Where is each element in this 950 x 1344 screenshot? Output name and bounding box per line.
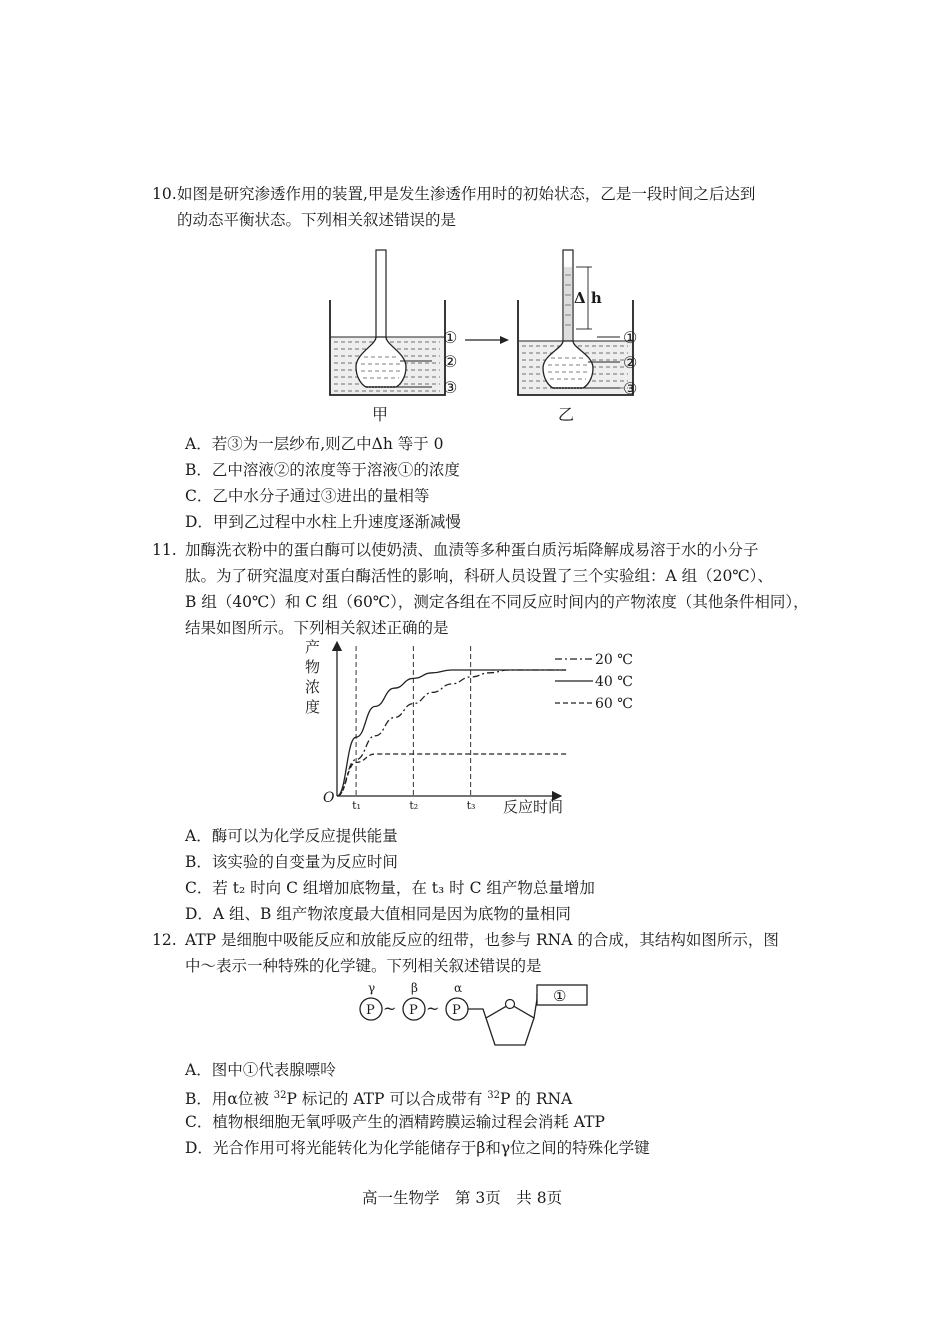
question-12-option-b: B．用α位被 $^{32}$P 标记的 ATP 可以合成带有 $^{32}$P 的 RNA bbox=[185, 1090, 573, 1109]
label-jia: 甲 bbox=[372, 405, 389, 424]
question-10-option-c: C．乙中水分子通过③进出的量相等 bbox=[185, 487, 430, 505]
ring-oxygen bbox=[506, 1000, 515, 1009]
label-yi: 乙 bbox=[558, 405, 575, 424]
y-axis-label-char: 产 bbox=[305, 638, 321, 656]
arrow-head-icon bbox=[500, 336, 509, 344]
delta-h-label: Δ h bbox=[574, 289, 602, 307]
question-11-stem-line1: 加酶洗衣粉中的蛋白酶可以使奶渍、血渍等多种蛋白质污垢降解成易溶于水的小分子 bbox=[185, 541, 759, 559]
product-concentration-chart bbox=[305, 638, 650, 818]
mark-3-left: ③ bbox=[443, 378, 458, 397]
series-line bbox=[337, 670, 566, 796]
question-11-stem-line3: B 组（40℃）和 C 组（60℃），测定各组在不同反应时间内的产物浓度（其他条件相同）， bbox=[185, 593, 809, 611]
alpha-label: α bbox=[454, 981, 463, 995]
atp-structure-figure bbox=[355, 978, 595, 1053]
origin-label: O bbox=[323, 790, 335, 806]
question-10-number: 10. bbox=[152, 185, 177, 203]
question-12-option-d: D．光合作用可将光能转化为化学能储存于β和γ位之间的特殊化学键 bbox=[185, 1139, 650, 1157]
ribose-pentagon bbox=[486, 1004, 534, 1045]
osmosis-figure bbox=[320, 245, 660, 425]
bond-1: ~ bbox=[383, 999, 397, 1018]
series-line bbox=[337, 754, 566, 796]
phosphate-alpha-label: P bbox=[452, 1003, 461, 1018]
question-11-number: 11. bbox=[152, 541, 177, 559]
question-10-stem-line1: 如图是研究渗透作用的装置,甲是发生渗透作用时的初始状态，乙是一段时间之后达到 bbox=[177, 185, 756, 203]
mark-2-left: ② bbox=[443, 352, 458, 371]
x-axis-label: 反应时间 bbox=[503, 798, 564, 816]
question-11-option-a: A．酶可以为化学反应提供能量 bbox=[185, 827, 398, 845]
question-11-option-d: D．A 组、B 组产物浓度最大值相同是因为底物的量相同 bbox=[185, 905, 571, 923]
legend-label: 20 ℃ bbox=[595, 652, 633, 668]
legend-label: 40 ℃ bbox=[595, 674, 633, 690]
mark-1-right: ① bbox=[623, 328, 638, 347]
question-12-option-a: A．图中①代表腺嘌呤 bbox=[185, 1061, 336, 1079]
beaker-jia bbox=[330, 250, 445, 395]
x-tick-label: t₁ bbox=[352, 799, 361, 812]
question-10-stem-line2: 的动态平衡状态。下列相关叙述错误的是 bbox=[177, 211, 457, 229]
x-tick-label: t₂ bbox=[409, 799, 419, 812]
x-tick-label: t₃ bbox=[466, 799, 476, 812]
phosphate-gamma-label: P bbox=[366, 1003, 375, 1018]
question-10-option-a: A．若③为一层纱布,则乙中Δh 等于 0 bbox=[185, 435, 444, 453]
beta-label: β bbox=[411, 981, 418, 995]
question-12-number: 12. bbox=[152, 931, 177, 949]
beaker-yi bbox=[518, 250, 633, 395]
y-axis-label-char: 物 bbox=[305, 658, 321, 676]
question-10-option-b: B．乙中溶液②的浓度等于溶液①的浓度 bbox=[185, 461, 460, 479]
bond-2: ~ bbox=[426, 999, 440, 1018]
question-11-option-b: B．该实验的自变量为反应时间 bbox=[185, 853, 398, 871]
question-10-option-d: D．甲到乙过程中水柱上升速度逐渐减慢 bbox=[185, 513, 461, 531]
question-12-option-c: C．植物根细胞无氧呼吸产生的酒精跨膜运输过程会消耗 ATP bbox=[185, 1113, 605, 1131]
mark-2-right: ② bbox=[623, 353, 638, 372]
adenine-box-label: ① bbox=[553, 987, 567, 1005]
question-11-stem-line4: 结果如图所示。下列相关叙述正确的是 bbox=[185, 619, 449, 637]
series-line bbox=[337, 670, 566, 796]
legend-label: 60 ℃ bbox=[595, 696, 633, 712]
question-11-option-c: C．若 t₂ 时向 C 组增加底物量，在 t₃ 时 C 组产物总量增加 bbox=[185, 879, 595, 897]
page-footer: 高一生物学 第 3页 共 8页 bbox=[362, 1189, 563, 1207]
question-11-stem-line2: 肽。为了研究温度对蛋白酶活性的影响，科研人员设置了三个实验组：A 组（20℃）、 bbox=[185, 567, 773, 585]
question-12-stem-line2: 中～表示一种特殊的化学键。下列相关叙述错误的是 bbox=[185, 957, 542, 975]
mark-3-right: ③ bbox=[623, 379, 638, 398]
mark-1-left: ① bbox=[443, 328, 458, 347]
y-axis-label-char: 浓 bbox=[305, 678, 321, 696]
phosphate-beta-label: P bbox=[409, 1003, 418, 1018]
y-axis-label-char: 度 bbox=[305, 698, 321, 716]
gamma-label: γ bbox=[368, 981, 376, 995]
question-12-stem-line1: ATP 是细胞中吸能反应和放能反应的纽带，也参与 RNA 的合成，其结构如图所示，图 bbox=[185, 931, 779, 949]
